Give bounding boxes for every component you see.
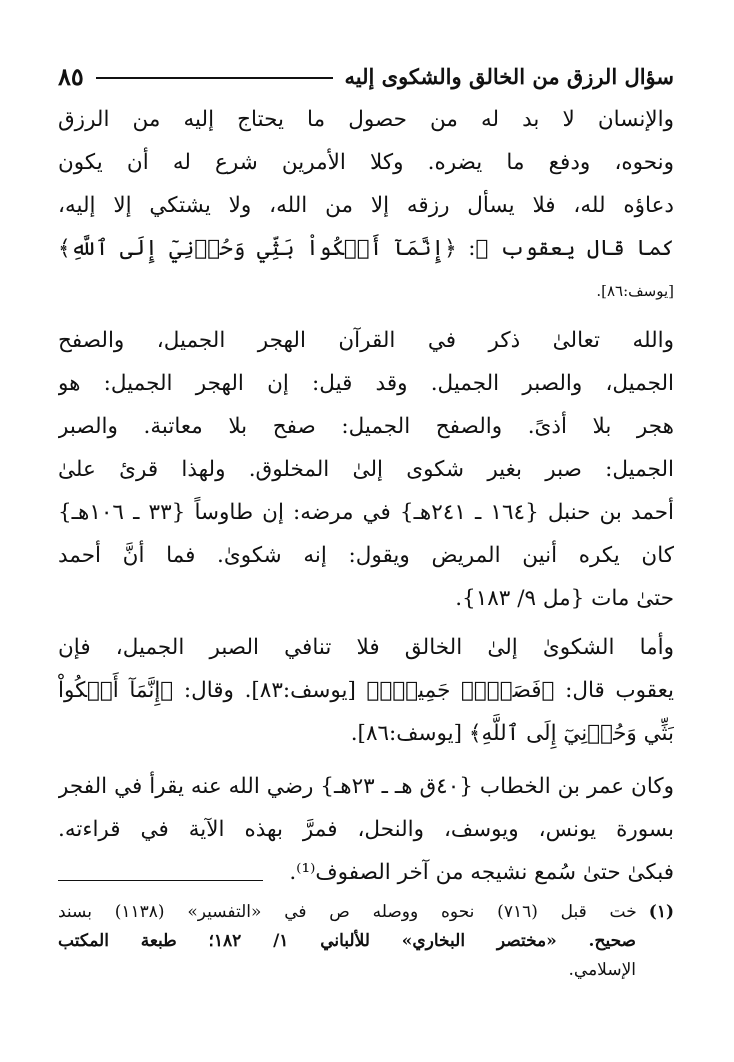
text-line: بسورة يونس، ويوسف، والنحل، فمرَّ بهذه الآية في قراءته.	[58, 817, 674, 842]
paragraph	[58, 98, 674, 313]
footnote-line: صحيح. «مختصر البخاري» للألباني ١/ ١٨٢؛ طبعة المكتب	[58, 931, 636, 951]
text-line: دعاؤه لله، فلا يسأل رزقه إلا من الله، ولا يشتكي إلا إليه،	[58, 193, 674, 218]
footnote-line	[58, 898, 674, 927]
text-line: هجر بلا أذىً. والصفح الجميل: صفح بلا معاتبة. والصبر	[58, 414, 674, 439]
text-line: وكان عمر بن الخطاب {٤٠ق هـ ـ ٢٣هـ} رضي الله عنه يقرأ في الفجر	[58, 774, 674, 799]
footnote-text: خت قبل (٧١٦) نحوه ووصله ص في «التفسير» (١١٣٨) بسند	[58, 902, 637, 922]
paragraph	[58, 765, 674, 894]
body-text	[58, 98, 674, 894]
text-line: وأما الشكوىٰ إلىٰ الخالق فلا تنافي الصبر الجميل، فإن	[58, 635, 674, 660]
text-line: الجميل: صبر بغير شكوى إلىٰ المخلوق. ولهذا قرئ علىٰ	[58, 457, 674, 482]
text-line: الجميل، والصبر الجميل. وقد قيل: إن الهجر الجميل: هو	[58, 371, 674, 396]
text-line-with-verse: بَثِّي وَحُزۡنِيٓ إِلَى ٱللَّهِ﴾ [يوسف:٨٦].	[350, 721, 674, 746]
book-page	[58, 46, 674, 1036]
page-number: ٨٥	[58, 61, 84, 91]
footnote-line: الإسلامي.	[568, 960, 636, 980]
footnote-marker: (١)	[648, 902, 674, 922]
header-rule	[96, 77, 333, 79]
text-line: أحمد بن حنبل {١٦٤ ـ ٢٤١هـ} في مرضه: إن طاوساً {٣٣ ـ ١٠٦هـ}	[58, 500, 674, 525]
text-line-with-verse: كما قال يعقوب ﷺ: ﴿إِنَّمَآ أَشۡكُواْ بَثِّي وَحُزۡنِيٓ إِلَى ٱللَّهِ﴾	[58, 236, 674, 261]
paragraph	[58, 626, 674, 755]
text-line-with-verse: يعقوب قال: ﴿فَصَبۡرٞ جَمِيلٞۖ﴾ [يوسف:٨٣]. وقال: ﴿إِنَّمَآ أَشۡكُواْ	[58, 678, 674, 703]
paragraph	[58, 319, 674, 620]
running-title: سؤال الرزق من الخالق والشكوى إليه	[344, 63, 674, 89]
text-line: ونحوه، ودفع ما يضره. وكلا الأمرين شرع له أن يكون	[58, 150, 674, 175]
text-line: فبكىٰ حتىٰ سُمع نشيجه من آخر الصفوف⁽¹⁾.	[289, 860, 674, 885]
verse-reference: [يوسف:٨٦].	[596, 282, 674, 300]
footnotes	[58, 898, 674, 985]
text-line: والله تعالىٰ ذكر في القرآن الهجر الجميل، والصفح	[58, 328, 674, 353]
text-line: كان يكره أنين المريض ويقول: إنه شكوىٰ. فما أنَّ أحمد	[58, 543, 674, 568]
footnote-separator	[58, 880, 263, 881]
page-header	[58, 56, 674, 96]
text-line: والإنسان لا بد له من حصول ما يحتاج إليه من الرزق	[58, 107, 674, 132]
text-line: حتىٰ مات {مل ٩/ ١٨٣}.	[455, 586, 674, 611]
